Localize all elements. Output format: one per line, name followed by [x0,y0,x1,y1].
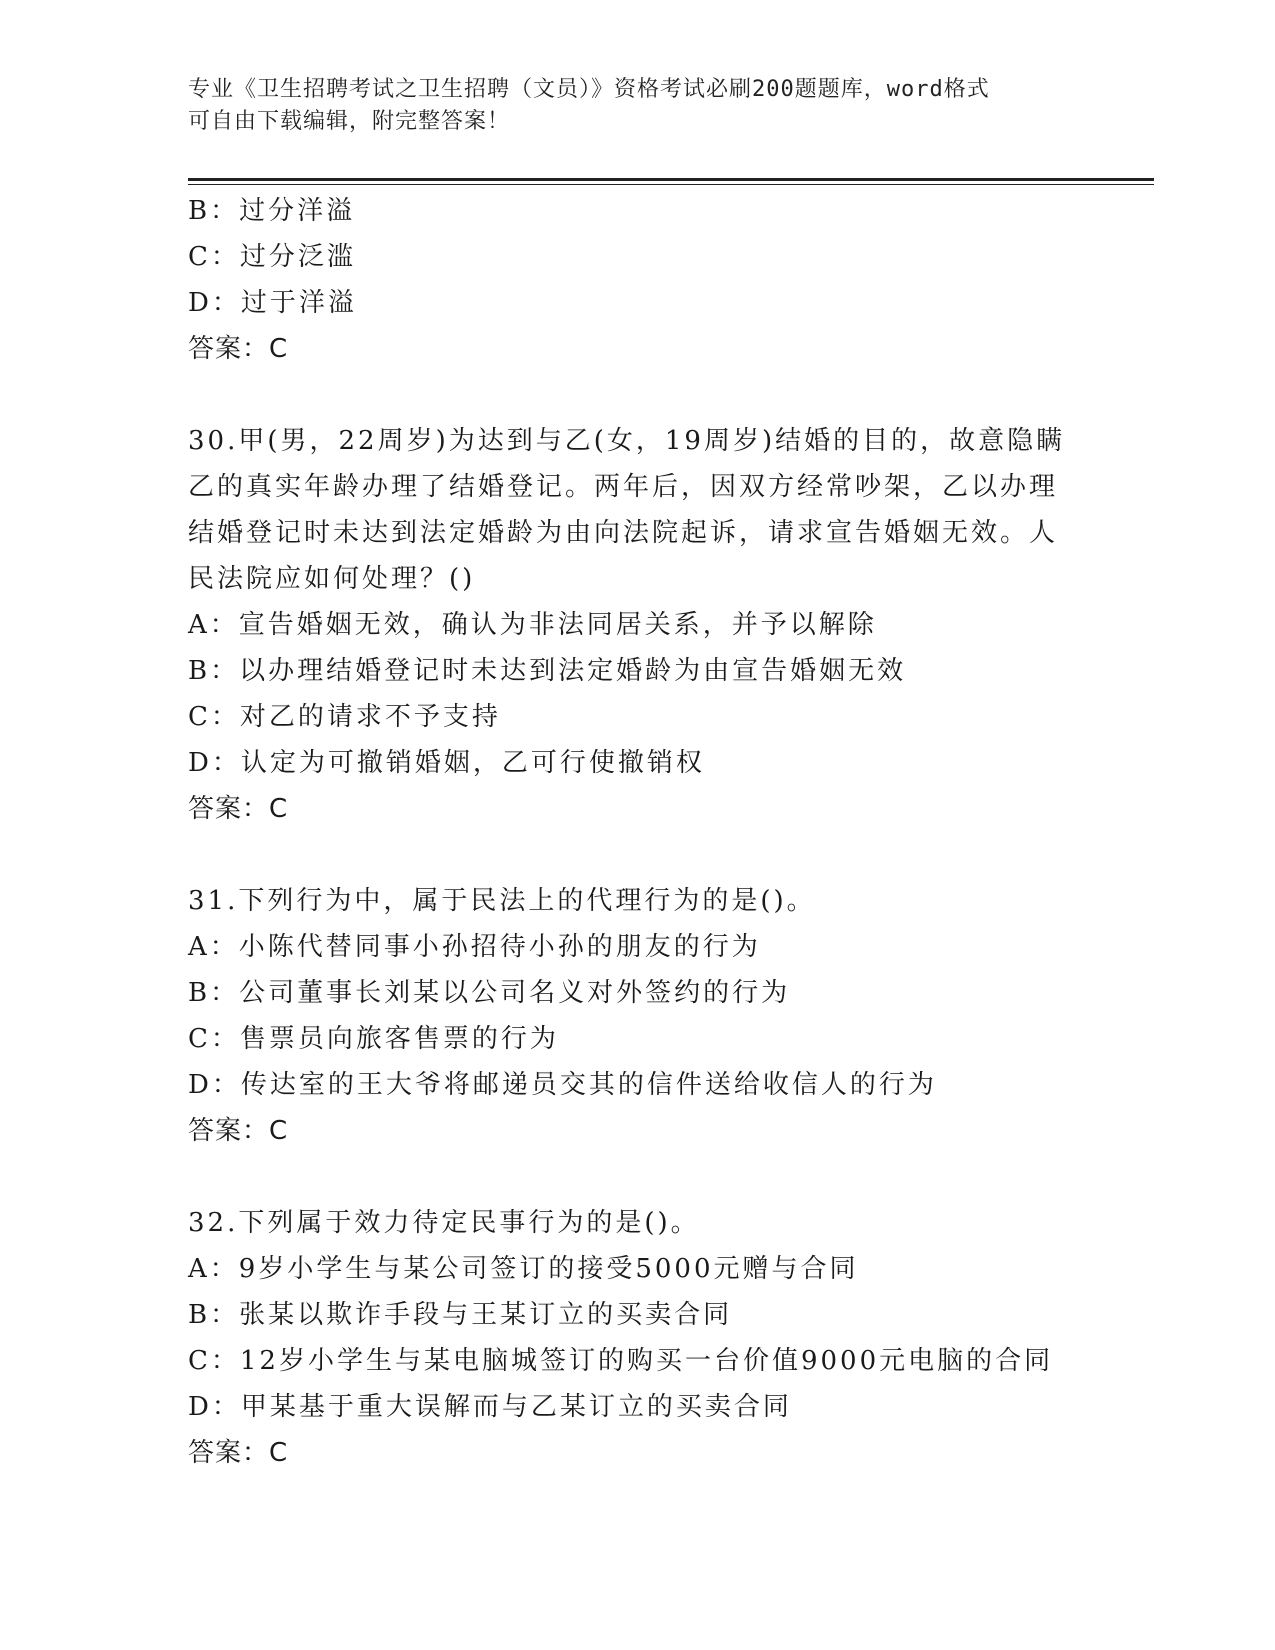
header-divider-thick [188,178,1154,181]
partial-question [188,188,1068,372]
header-line-1: 专业《卫生招聘考试之卫生招聘（文员）》资格考试必刷200题题库，word格式 [188,77,990,102]
header-line-2: 可自由下载编辑，附完整答案！ [188,109,511,134]
question-stem-line: 30.甲(男，22周岁)为达到与乙(女，19周岁)结婚的目的，故意隐瞒 [188,426,1066,456]
question-30 [188,418,1068,832]
question-stem-line: 结婚登记时未达到法定婚龄为由向法院起诉，请求宣告婚姻无效。人 [188,518,1059,548]
option-d: D：甲某基于重大误解而与乙某订立的买卖合同 [188,1392,792,1422]
question-stem-line: 民法院应如何处理？() [188,564,476,594]
option-d: D：过于洋溢 [188,288,357,318]
option-c: C：售票员向旅客售票的行为 [188,1024,559,1054]
header-divider-thin [188,184,1154,185]
spacer [188,372,1068,418]
option-b: B：以办理结婚登记时未达到法定婚龄为由宣告婚姻无效 [188,656,907,686]
option-b: B：公司董事长刘某以公司名义对外签约的行为 [188,978,791,1008]
option-b: B：过分洋溢 [188,196,356,226]
question-stem-line: 32.下列属于效力待定民事行为的是()。 [188,1208,700,1238]
spacer [188,1154,1068,1200]
question-31 [188,878,1068,1154]
answer-line: 答案：C [188,1438,289,1468]
option-a: A：小陈代替同事小孙招待小孙的朋友的行为 [188,932,761,962]
option-a: A：宣告婚姻无效，确认为非法同居关系，并予以解除 [188,610,877,640]
option-a: A：9岁小学生与某公司签订的接受5000元赠与合同 [188,1254,859,1284]
spacer [188,832,1068,878]
answer-line: 答案：C [188,334,289,364]
question-32 [188,1200,1068,1476]
option-c: C：过分泛滥 [188,242,356,272]
option-d: D：认定为可撤销婚姻，乙可行使撤销权 [188,748,705,778]
question-stem-line: 31.下列行为中，属于民法上的代理行为的是()。 [188,886,816,916]
option-b: B：张某以欺诈手段与王某订立的买卖合同 [188,1300,733,1330]
document-header [188,74,1068,138]
question-content [188,188,1068,1476]
answer-line: 答案：C [188,1116,289,1146]
option-c: C：12岁小学生与某电脑城签订的购买一台价值9000元电脑的合同 [188,1346,1054,1376]
option-c: C：对乙的请求不予支持 [188,702,501,732]
question-stem-line: 乙的真实年龄办理了结婚登记。两年后，因双方经常吵架，乙以办理 [188,472,1059,502]
option-d: D：传达室的王大爷将邮递员交其的信件送给收信人的行为 [188,1070,937,1100]
answer-line: 答案：C [188,794,289,824]
